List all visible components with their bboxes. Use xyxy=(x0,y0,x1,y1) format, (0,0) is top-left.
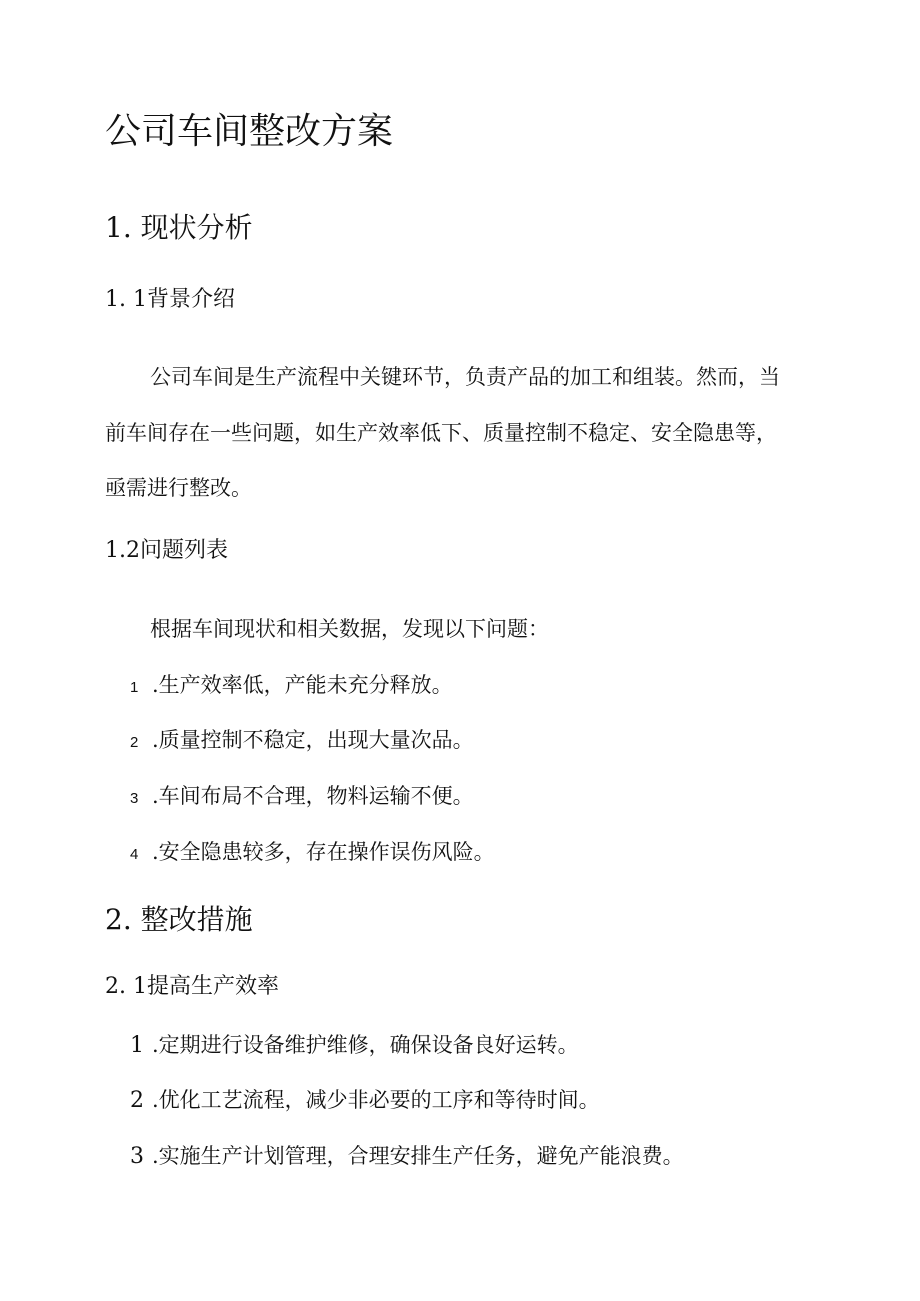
list-item-number: 2 xyxy=(130,734,139,751)
list-item-text: .生产效率低，产能未充分释放。 xyxy=(152,673,453,697)
list-item-text: .定期进行设备维护维修，确保设备良好运转。 xyxy=(152,1033,579,1057)
list-item xyxy=(130,1141,684,1172)
list-item-number: 2 xyxy=(130,1088,144,1113)
list-item xyxy=(130,725,474,758)
list-item-number: 3 xyxy=(130,790,139,807)
list-item-text: .安全隐患较多，存在操作误伤风险。 xyxy=(152,840,495,864)
subsection-heading-1-2: 1.2问题列表 xyxy=(105,538,228,563)
list-item-text: .车间布局不合理，物料运输不便。 xyxy=(152,784,474,808)
list-item xyxy=(130,670,453,703)
subsection-heading-2-1: 2. 1提高生产效率 xyxy=(105,974,279,999)
paragraph-line-3: 亟需进行整改。 xyxy=(105,476,252,500)
list-item-number: 4 xyxy=(130,846,139,863)
section-heading-2: 2. 整改措施 xyxy=(105,903,253,936)
list-item-text: .质量控制不稳定，出现大量次品。 xyxy=(152,728,474,752)
list-item-number: 1 xyxy=(130,1033,144,1058)
list-item-number: 1 xyxy=(130,679,139,696)
list-item xyxy=(130,1030,579,1061)
list-item-number: 3 xyxy=(130,1144,144,1169)
paragraph-line-2: 前车间存在一些问题，如生产效率低下、质量控制不稳定、安全隐患等， xyxy=(105,421,777,445)
list-item-text: .优化工艺流程，减少非必要的工序和等待时间。 xyxy=(152,1088,600,1112)
list-item xyxy=(130,837,495,870)
subsection-heading-1-1: 1. 1背景介绍 xyxy=(105,287,235,312)
list-item-text: .实施生产计划管理，合理安排生产任务，避免产能浪费。 xyxy=(152,1144,684,1168)
list-item xyxy=(130,1085,600,1116)
paragraph-line-1: 公司车间是生产流程中关键环节，负责产品的加工和组装。然而，当 xyxy=(150,365,780,389)
list-item xyxy=(130,781,474,814)
section-heading-1: 1. 现状分析 xyxy=(105,211,253,244)
problem-list-intro: 根据车间现状和相关数据，发现以下问题： xyxy=(150,617,549,641)
document-title: 公司车间整改方案 xyxy=(105,111,394,152)
